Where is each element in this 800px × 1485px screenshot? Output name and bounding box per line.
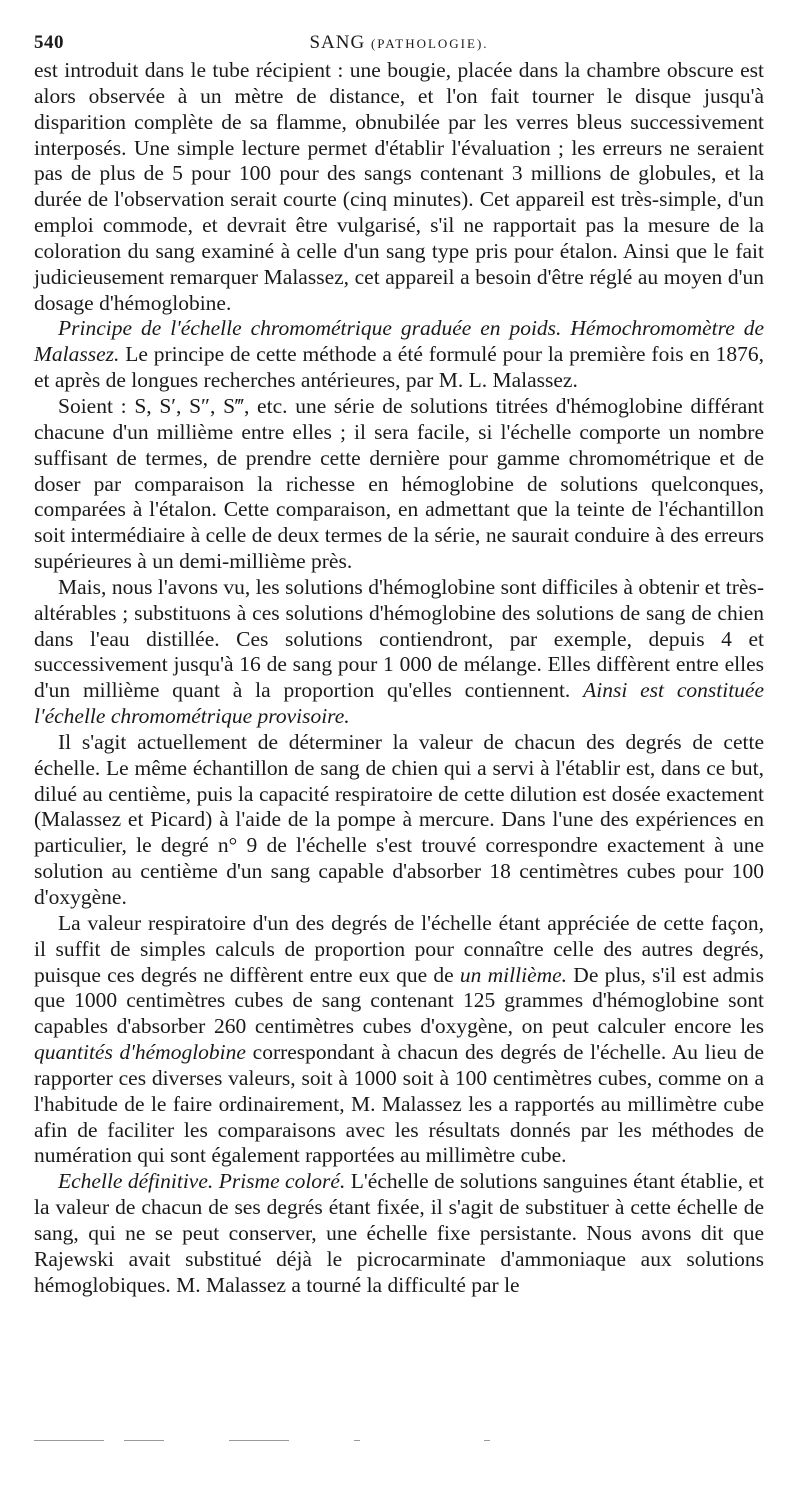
paragraph — [34, 730, 764, 911]
text-run: Il s'agit actuellement de déterminer la valeur de chacun des degrés de cette échelle. Le même échantillon de sang de chien qui a servi à l'établir est, dans ce but, dilué au centième, puis la capacité respiratoire de cette dilution est dosée exactement (Malassez et Picard) à l'aide de la pompe à mercure. Dans l'une des expériences en particulier, le degré n° 9 de l'échelle s'est trouvé correspondre exactement à une solution au centième d'un sang capable d'absorber 18 centimètres cubes pour 100 d'oxygène. — [34, 729, 764, 909]
paragraph — [34, 575, 764, 730]
paragraph — [34, 1169, 764, 1298]
text-run: Mais, nous l'avons vu, les solutions d'hémoglobine sont difficiles à obtenir et très-altérables ; substituons à ces solutions d'hémoglobine des solutions de sang de chien dans l'eau distillée. Ces solutions contiendront, par exemple, depuis 4 et successivement jusqu'à 16 de sang pour 1 000 de mélange. Elles diffèrent entre elles d'un millième quant à la proportion qu'elles contiennent. — [34, 574, 764, 703]
page — [34, 26, 764, 1299]
text-run: La valeur respiratoire d'un des degrés de l'échelle étant appréciée de cette façon, il suffit de simples calculs de proportion pour connaître celle des autres degrés, puisque ces degrés ne diffèrent entre eux que de — [34, 910, 764, 987]
paragraph — [34, 58, 764, 316]
emphasis: quantités d'hémoglobine — [34, 1040, 246, 1065]
text-run: De plus, s'il est admis que 1000 centimètres cubes de sang contenant 125 grammes d'hémoglobine sont capables d'absorber 260 centimètres cubes d'oxygène, on peut calculer encore les — [34, 962, 764, 1039]
page-header — [34, 26, 764, 58]
page-number: 540 — [34, 32, 64, 53]
emphasis: Ainsi est constituée l'échelle chromométrique provisoire. — [34, 678, 765, 729]
paragraph — [34, 394, 764, 575]
running-subtitle: (PATHOLOGIE). — [370, 36, 489, 51]
section-heading: Principe de l'échelle chromométrique graduée en poids. Hémochromomètre de Malassez. — [34, 316, 764, 367]
text-run: correspondant à chacun des degrés de l'échelle. Au lieu de rapporter ces diverses valeurs, soit à 1000 soit à 100 centimètres cubes, comme on a l'habitude de le faire ordinairement, M. Malassez les a rapportés au millimètre cube afin de faciliter les comparaisons avec les résultats donnés par les méthodes de numération qui sont également rapportées au millimètre cube. — [34, 1040, 764, 1168]
paragraph — [34, 316, 764, 394]
text-run: est introduit dans le tube récipient : une bougie, placée dans la chambre obscure est alors observée à un mètre de distance, et l'on fait tourner le disque jusqu'à disparition complète de sa flamme, obnubilée par les verres bleus successivement interposés. Une simple lecture permet d'établir l'évaluation ; les erreurs ne seraient pas de plus de 5 pour 100 pour des sangs contenant 3 millions de globules, et la durée de l'observation serait courte (cinq minutes). Cet appareil est très-simple, d'un emploi commode, et devrait être vulgarisé, s'il ne rapportait pas la mesure de la coloration du sang examiné à celle d'un sang type pris pour étalon. Ainsi que le fait judicieusement remarquer Malassez, cet appareil a besoin d'être réglé au moyen d'un dosage d'hémoglobine. — [34, 58, 764, 315]
emphasis: un millième. — [459, 962, 568, 987]
running-title: SANG — [309, 32, 366, 53]
paragraph — [34, 911, 764, 1169]
text-run: Soient : S, S′, S″, S‴, etc. une série de solutions titrées d'hémoglobine différant chacune d'un millième entre elles ; il sera facile, si l'échelle comporte un nombre suffisant de termes, de prendre cette dernière pour gamme chromométrique et de doser par comparaison la richesse en hémoglobine de solutions quelconques, comparées à l'étalon. Cette comparaison, en admettant que la teinte de l'échantillon soit intermédiaire à celle de deux termes de la série, ne saurait conduire à des erreurs supérieures à un demi-millième près. — [34, 393, 764, 574]
text-run: Le principe de cette méthode a été formulé pour la première fois en 1876, et après de longues recherches antérieures, par M. L. Malassez. — [34, 342, 764, 393]
body-text — [34, 58, 764, 1299]
text-run: L'échelle de solutions sanguines étant établie, et la valeur de chacun de ses degrés étant fixée, il s'agit de substituer à cette échelle de sang, qui ne se peut conserver, une échelle fixe persistante. Nous avons dit que Rajewski avait substitué déjà le picrocarminate d'ammoniaque aux solutions hémoglobiques. M. Malassez a tourné la difficulté par le — [34, 1169, 764, 1297]
running-head — [34, 32, 764, 54]
section-heading: Echelle définitive. Prisme coloré. — [58, 1169, 346, 1194]
scan-artifact-marks — [34, 1440, 534, 1448]
